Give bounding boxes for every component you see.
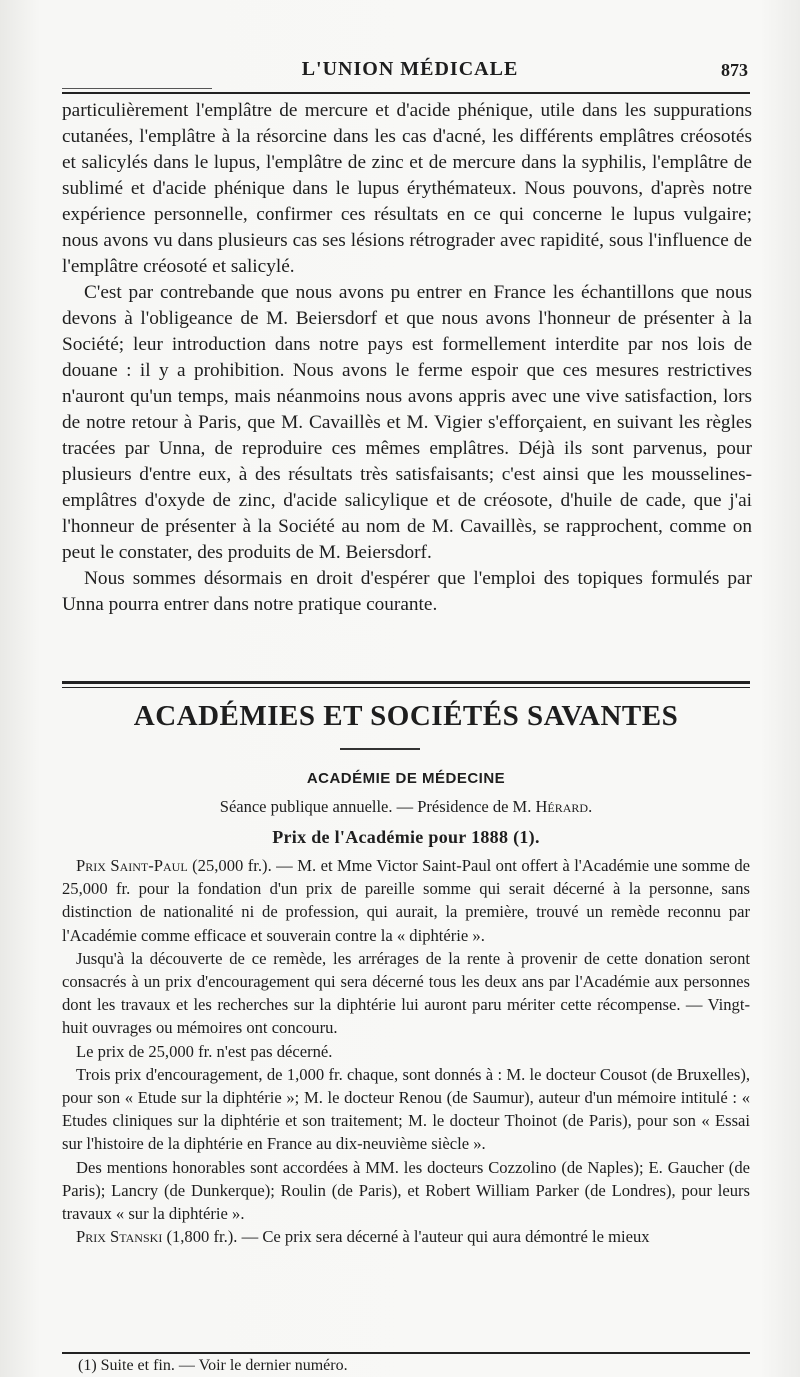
- body-paragraph-2: C'est par contrebande que nous avons pu entrer en France les échantillons que nous devons à l'obligeance de M. Beiersdorf et que nous avons l'honneur de présenter à la Société; leur introduction dans notre pays est formellement interdite par nos lois de douane : il y a prohibition. Nous avons le ferme espoir que ces mesures restrictives n'auront qu'un temps, mais néanmoins nous avons appris avec une vive satisfaction, lors de notre retour à Paris, que M. Cavaillès et M. Vigier s'efforçaient, en suivant les règles tracées par Unna, de reproduire ces mêmes emplâtres. Déjà ils sont parvenus, pour plusieurs d'entre eux, à des résultats très satisfaisants; c'est ainsi que les mousselines-emplâtres d'oxyde de zinc, d'acide salicylique et de créosote, d'huile de cade, que j'ai l'honneur de présenter à la Société au nom de M. Cavaillès, se rapprochent, comme on peut le constater, des produits de M. Beiersdorf.: [62, 282, 752, 563]
- seance-suffix: .: [588, 797, 593, 816]
- running-title: L'UNION MÉDICALE: [301, 58, 519, 80]
- page-header: [60, 58, 760, 88]
- prize-stanski-text: (1,800 fr.). — Ce prix sera décerné à l'auteur qui aura démontré le mieux: [162, 1227, 650, 1247]
- prize-saint-paul-text: (25,000 fr.). — M. et Mme Victor Saint-Paul ont offert à l'Académie une somme de 25,000 fr. pour la fondation d'un prix de pareille somme qui serait décerné à la personne, sans distinction de nationalité ni de profession, qui aurait, la première, trouvé un remède reconnu par l'Académie comme efficace et souverain contre la « diphtérie ».: [62, 856, 750, 945]
- footnote-rule: [62, 1352, 750, 1354]
- seance-line: [62, 797, 750, 817]
- prizes-paragraph-2: Jusqu'à la découverte de ce remède, les arrérages de la rente à provenir de cette donation seront consacrés à un prix d'encouragement qui sera décerné tous les deux ans par l'Académie aux personnes dont les travaux et les recherches sur la diphtérie lui auront paru mériter cette récompense. — Vingt-huit ouvrages ou mémoires ont concouru.: [62, 948, 750, 1038]
- prizes-text: [62, 854, 750, 1248]
- header-rule-short: [62, 88, 212, 89]
- prize-heading: Prix de l'Académie pour 1888 (1).: [272, 827, 540, 847]
- body-paragraph-1: particulièrement l'emplâtre de mercure et d'acide phénique, utile dans les suppurations cutanées, l'emplâtre à la résorcine dans les cas d'acné, les différents emplâtres créosotés et salicylés dans le lupus, l'emplâtre de zinc et de mercure dans la syphilis, l'emplâtre de sublimé et d'acide phénique dans le lupus érythémateux. Nous pouvons, d'après notre expérience personnelle, confirmer ces résultats en ce qui concerne le lupus vulgaire; nous avons vu dans plusieurs cas ses lésions rétrograder avec rapidité, sous l'influence de l'emplâtre créosoté et salicylé.: [62, 100, 752, 277]
- prize-saint-paul: [62, 854, 750, 947]
- prizes-paragraph-5: Des mentions honorables sont accordées à MM. les docteurs Cozzolino (de Naples); E. Gaucher (de Paris); Lancry (de Dunkerque); Roulin (de Paris), et Robert William Parker (de Londres), pour leurs travaux « sur la diphtérie ».: [62, 1157, 750, 1224]
- header-rule: [62, 92, 750, 94]
- seance-prefix: Séance publique annuelle. — Présidence de M.: [219, 797, 536, 816]
- prize-stanski: [62, 1225, 750, 1248]
- prizes-paragraph-3: Le prix de 25,000 fr. n'est pas décerné.: [76, 1041, 333, 1061]
- academy-heading: ACADÉMIE DE MÉDECINE: [306, 770, 506, 787]
- body-paragraph-3: Nous sommes désormais en droit d'espérer que l'emploi des topiques formulés par Unna pourra entrer dans notre pratique courante.: [62, 568, 752, 615]
- article-body: [62, 98, 752, 618]
- seance-president: Hérard: [535, 797, 589, 816]
- title-underline: [340, 748, 420, 750]
- prize-stanski-name: Prix Stanski: [76, 1227, 163, 1247]
- prize-saint-paul-name: Prix Saint-Paul: [76, 856, 188, 875]
- page-number: 873: [721, 60, 748, 80]
- footnote: (1) Suite et fin. — Voir le dernier numéro.: [78, 1357, 348, 1374]
- section-divider-thick: [62, 681, 750, 684]
- section-divider-thin: [62, 687, 750, 688]
- prizes-paragraph-4: Trois prix d'encouragement, de 1,000 fr. chaque, sont donnés à : M. le docteur Cousot (de Bruxelles), pour son « Etude sur la diphtérie »; M. le docteur Renou (de Saumur), auteur d'un mémoire intitulé : « Etudes cliniques sur la diphtérie et son traitement; M. le docteur Thoinot (de Paris), pour son « Essai sur l'histoire de la diphtérie en France au dix-neuvième siècle ».: [62, 1064, 750, 1154]
- section-title: ACADÉMIES ET SOCIÉTÉS SAVANTES: [133, 700, 679, 732]
